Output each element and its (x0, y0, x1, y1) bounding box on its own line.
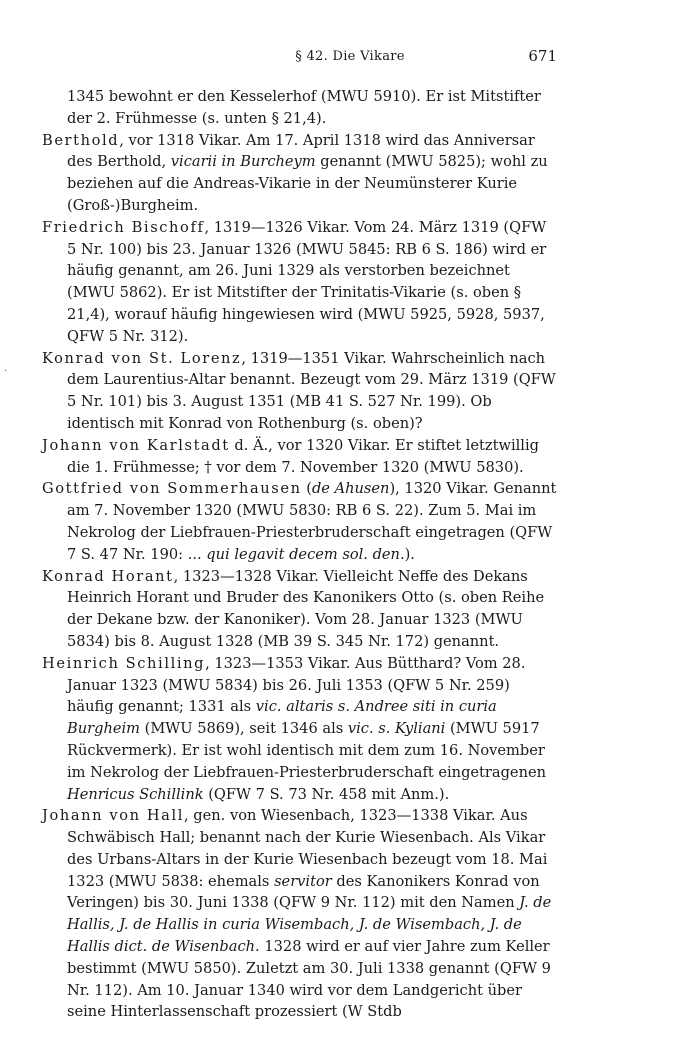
entry-text: (MWU 5917 Rückvermerk). Er ist wohl identisch mit dem zum 16. November im Nekrolog der Liebfrauen-Priesterbruderschaft eingetragenen (67, 720, 547, 781)
entry-continuation (42, 86, 558, 130)
latin-quote: Henricus Schillink (67, 785, 204, 803)
entry-text: 1328 wird er auf vier Jahre zum Keller bestimmt (MWU 5850). Zuletzt am 30. Juli 1338 genannt (QFW 9 Nr. 112). Am 10. Januar 1340 wird vor dem Landgericht über seine Hinterlassenschaft prozessiert (W Stdb (67, 938, 551, 1021)
latin-quote: vic. s. Kyliani (347, 720, 446, 738)
vicar-name: Gottfried von Sommerhausen (42, 480, 302, 498)
entry-text: , gen. von Wiesenbach, 1323—1338 Vikar. Aus Schwäbisch Hall; benannt nach der Kurie Wiesenbach. Als Vikar des Urbans-Altars in der Kurie Wiesenbach bezeugt vom 18. Mai 1323 (MWU 5838: ehemals (67, 807, 548, 890)
vicar-entry (42, 566, 558, 653)
vicar-name: Friedrich Bischoff (42, 218, 205, 236)
vicar-entry (42, 805, 558, 1023)
entry-text: , 1319—1351 Vikar. Wahrscheinlich nach dem Laurentius-Altar benannt. Bezeugt vom 29. März 1319 (QFW 5 Nr. 101) bis 3. August 1351 (MB 41 S. 527 Nr. 199). Ob identisch mit Konrad von Rothenburg (s. oben)? (67, 349, 556, 432)
latin-quote: vicarii in Burcheym (170, 153, 316, 171)
vicar-name: Konrad Horant (42, 567, 174, 585)
entry-text: ). (404, 545, 415, 563)
entry-text: ), 1320 Vikar. Genannt am 7. November 1320 (MWU 5830: RB 6 S. 22). Zum 5. Mai im Nekrolog der Liebfrauen-Priesterbruderschaft eingetragen (QFW 7 S. 47 Nr. 190: (67, 480, 557, 563)
vicar-name: Konrad von St. Lorenz (42, 349, 242, 367)
vicar-name: Heinrich Schilling (42, 654, 206, 672)
margin-mark: · (4, 366, 8, 377)
latin-quote: J. de Hallis, J. de Hallis in curia Wisembach, J. de Wisembach, J. de Hallis dict. de Wisenbach. (67, 894, 552, 956)
latin-quote: ... qui legavit decem sol. den. (187, 545, 405, 563)
section-title: § 42. Die Vikare (295, 49, 405, 64)
vicar-name: Johann von Hall (42, 807, 185, 825)
latin-quote: vic. altaris s. Andree siti in curia Burgheim (67, 698, 497, 738)
entry-text: , 1319—1326 Vikar. Vom 24. März 1319 (QFW 5 Nr. 100) bis 23. Januar 1326 (MWU 5845: RB 6 S. 186) wird er häufig genannt, am 26. Juni 1329 als verstorben bezeichnet (MWU 5862). Er ist Mitstifter der Trinitatis-Vikarie (s. oben § 21,4), worauf häufig hingewiesen wird (MWU 5925, 5928, 5937, QFW 5 Nr. 312). (67, 218, 547, 345)
vicar-entry (42, 478, 558, 565)
vicar-entry (42, 217, 558, 348)
vicar-name: Berthold (42, 131, 120, 149)
latin-quote: servitor (274, 872, 332, 890)
latin-quote: de Ahusen (311, 480, 390, 498)
page-number: 671 (528, 47, 557, 65)
entry-text: d. Ä., vor 1320 Vikar. Er stiftet letztwillig die 1. Frühmesse; † vor dem 7. November 1320 (MWU 5830). (67, 436, 539, 476)
entry-text: genannt (MWU 5825); wohl zu beziehen auf die Andreas-Vikarie in der Neumünsterer Kurie (Groß-)Burgheim. (67, 153, 548, 214)
vicar-entry (42, 653, 558, 806)
vicar-entry (42, 435, 558, 479)
entry-text: , 1323—1353 Vikar. Aus Bütthard? Vom 28. Januar 1323 (MWU 5834) bis 26. Juli 1353 (QFW 5 Nr. 259) häufig genannt; 1331 als (67, 654, 526, 716)
entry-text: (QFW 7 S. 73 Nr. 458 mit Anm.). (203, 785, 450, 803)
running-head (0, 47, 700, 71)
entry-text: des Kanonikers Konrad von Veringen) bis 30. Juni 1338 (QFW 9 Nr. 112) mit den Namen (67, 872, 540, 912)
entry-text: , 1323—1328 Vikar. Vielleicht Neffe des Dekans Heinrich Horant und Bruder des Kanonikers Otto (s. oben Reihe der Dekane bzw. der Kanoniker). Vom 28. Januar 1323 (MWU 5834) bis 8. August 1328 (MB 39 S. 345 Nr. 172) genannt. (67, 567, 545, 650)
vicar-name: Johann von Karlstadt (42, 436, 230, 454)
entry-text: (MWU 5869), seit 1346 als (139, 720, 348, 738)
entry-text: ( (301, 480, 312, 498)
entry-text: 1345 bewohnt er den Kesselerhof (MWU 5910). Er ist Mitstifter der 2. Frühmesse (s. unten § 21,4). (67, 88, 541, 127)
entry-text: , vor 1318 Vikar. Am 17. April 1318 wird das Anniversar des Berthold, (67, 131, 535, 171)
vicar-entry (42, 130, 558, 217)
body-text (42, 86, 558, 1023)
vicar-entry (42, 348, 558, 435)
